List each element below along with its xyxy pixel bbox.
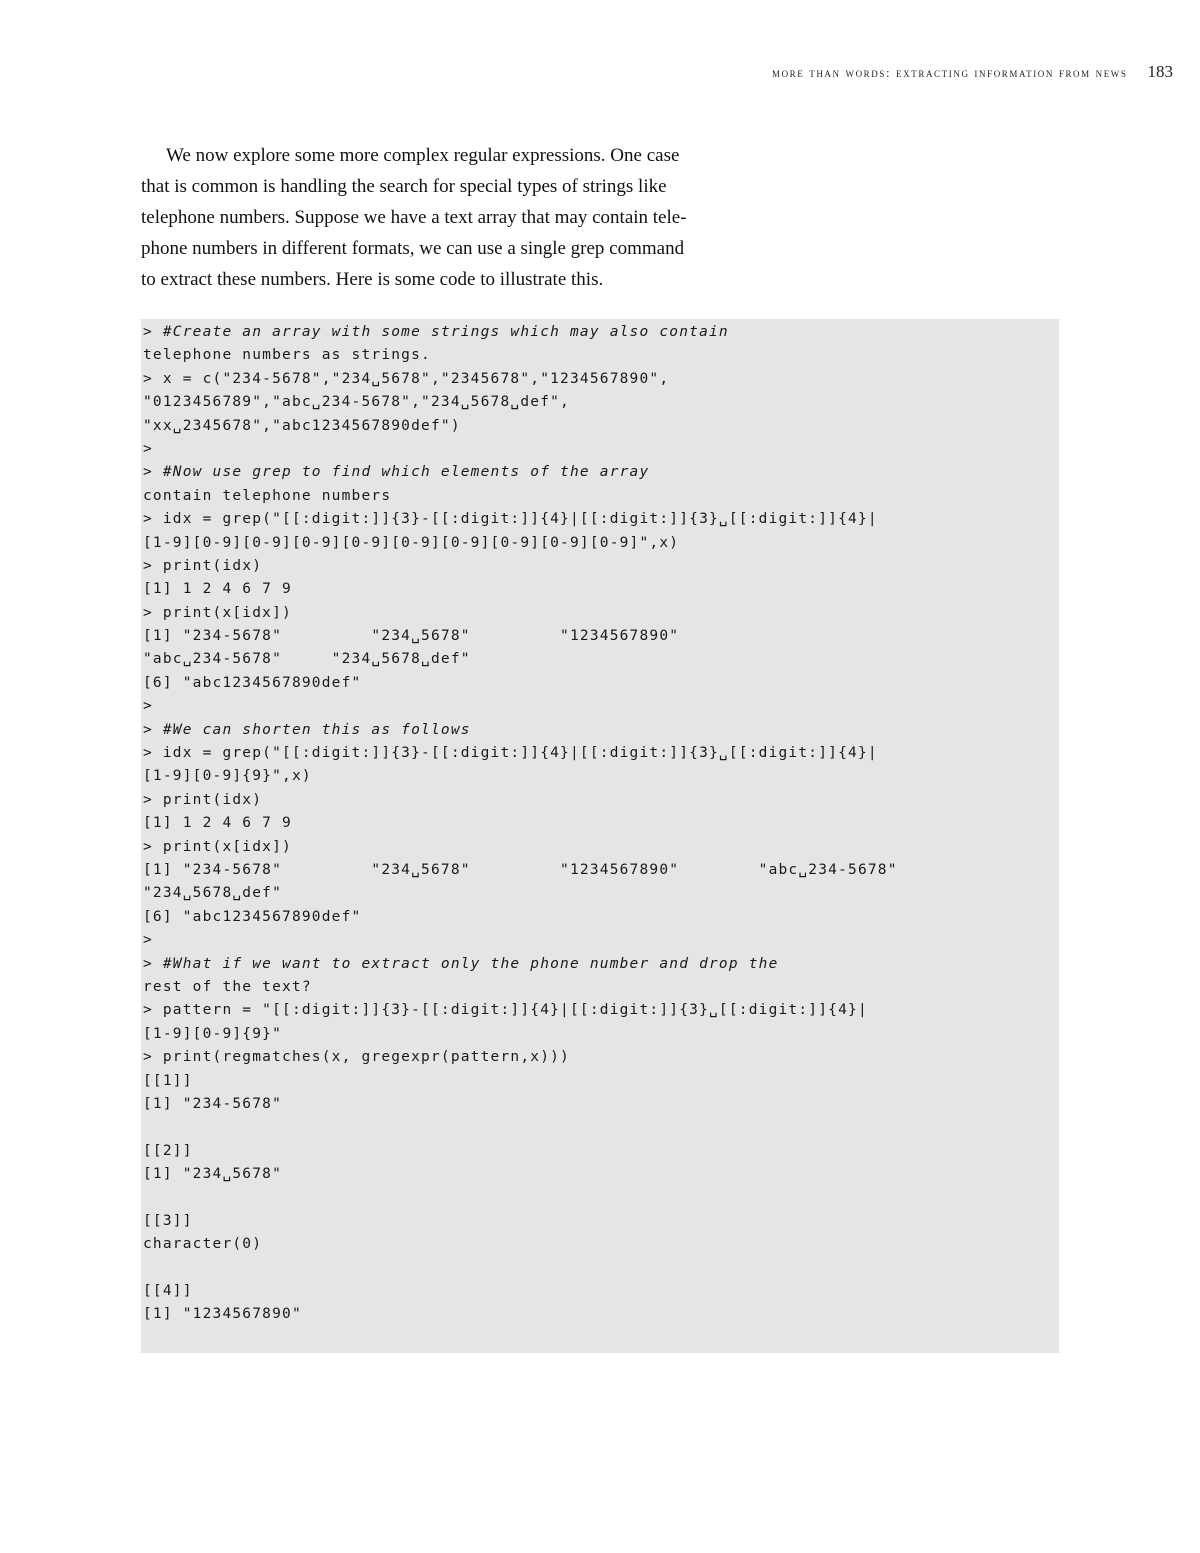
code-line: > idx = grep("[[:digit:]]{3}-[[:digit:]]{4}|[[:digit:]]{3}␣[[:digit:]]{4}| (143, 745, 878, 762)
code-line: [1] "1234567890" (143, 1306, 302, 1323)
code-line: telephone numbers as strings. (143, 347, 431, 364)
code-line: "0123456789","abc␣234-5678","234␣5678␣def", (143, 394, 570, 411)
code-line: [1] 1 2 4 6 7 9 (143, 581, 292, 598)
code-line: [1] "234-5678" "234␣5678" "1234567890" (143, 628, 680, 645)
code-line: > print(idx) (143, 557, 263, 574)
code-line: > idx = grep("[[:digit:]]{3}-[[:digit:]]{4}|[[:digit:]]{3}␣[[:digit:]]{4}| (143, 511, 878, 528)
code-line: > print(x[idx]) (143, 838, 292, 855)
code-line: [1-9][0-9][0-9][0-9][0-9][0-9][0-9][0-9][0-9][0-9]",x) (143, 534, 680, 551)
code-line (143, 1257, 1059, 1280)
code-line: > #We can shorten this as follows (143, 721, 471, 738)
code-line: [1-9][0-9]{9}" (143, 1025, 283, 1042)
code-line: [1-9][0-9]{9}",x) (143, 768, 312, 785)
code-listing (141, 319, 1059, 1353)
code-line: > print(regmatches(x, gregexpr(pattern,x))) (143, 1049, 570, 1066)
paragraph-line: We now explore some more complex regular expressions. One case (166, 145, 680, 166)
paragraph-line: that is common is handling the search for special types of strings like (141, 176, 667, 197)
code-line: [6] "abc1234567890def" (143, 908, 362, 925)
code-line: [1] "234-5678" "234␣5678" "1234567890" "abc␣234-5678" (143, 861, 898, 878)
code-line: > #Now use grep to find which elements of the array (143, 464, 650, 481)
code-line: > #What if we want to extract only the phone number and drop the (143, 955, 779, 972)
code-line: > #Create an array with some strings which may also contain (143, 324, 729, 340)
code-line: [1] "234␣5678" (143, 1166, 283, 1183)
code-line: [[4]] (143, 1283, 193, 1300)
code-line: "234␣5678␣def" (143, 885, 283, 902)
code-line: contain telephone numbers (143, 487, 392, 504)
code-line: [6] "abc1234567890def" (143, 674, 362, 691)
code-line: [[2]] (143, 1142, 193, 1159)
code-line: > print(x[idx]) (143, 604, 292, 621)
running-title: more than words: extracting information from news (771, 65, 1128, 80)
code-line: "abc␣234-5678" "234␣5678␣def" (143, 651, 471, 668)
code-line: [1] "234-5678" (143, 1095, 283, 1112)
code-line: > x = c("234-5678","234␣5678","2345678","1234567890", (143, 370, 670, 387)
running-head (772, 62, 1173, 82)
code-line: [1] 1 2 4 6 7 9 (143, 815, 292, 832)
code-line: > pattern = "[[:digit:]]{3}-[[:digit:]]{4}|[[:digit:]]{3}␣[[:digit:]]{4}| (143, 1002, 868, 1019)
code-line: rest of the text? (143, 978, 312, 995)
code-line: > (143, 932, 153, 949)
code-line: [[3]] (143, 1212, 193, 1229)
paragraph-line: phone numbers in different formats, we can use a single grep command (141, 238, 685, 259)
body-paragraph (141, 140, 841, 295)
code-line: character(0) (143, 1236, 263, 1253)
code-line: > (143, 440, 153, 457)
code-line: > print(idx) (143, 791, 263, 808)
code-line (143, 1186, 1059, 1209)
page-number: 183 (1147, 62, 1173, 81)
code-line: > (143, 698, 153, 715)
paragraph-line: to extract these numbers. Here is some code to illustrate this. (141, 269, 604, 290)
code-line: "xx␣2345678","abc1234567890def") (143, 417, 461, 434)
code-line: [[1]] (143, 1072, 193, 1089)
paragraph-line: telephone numbers. Suppose we have a text array that may contain tele- (141, 207, 687, 228)
code-line (143, 1116, 1059, 1139)
